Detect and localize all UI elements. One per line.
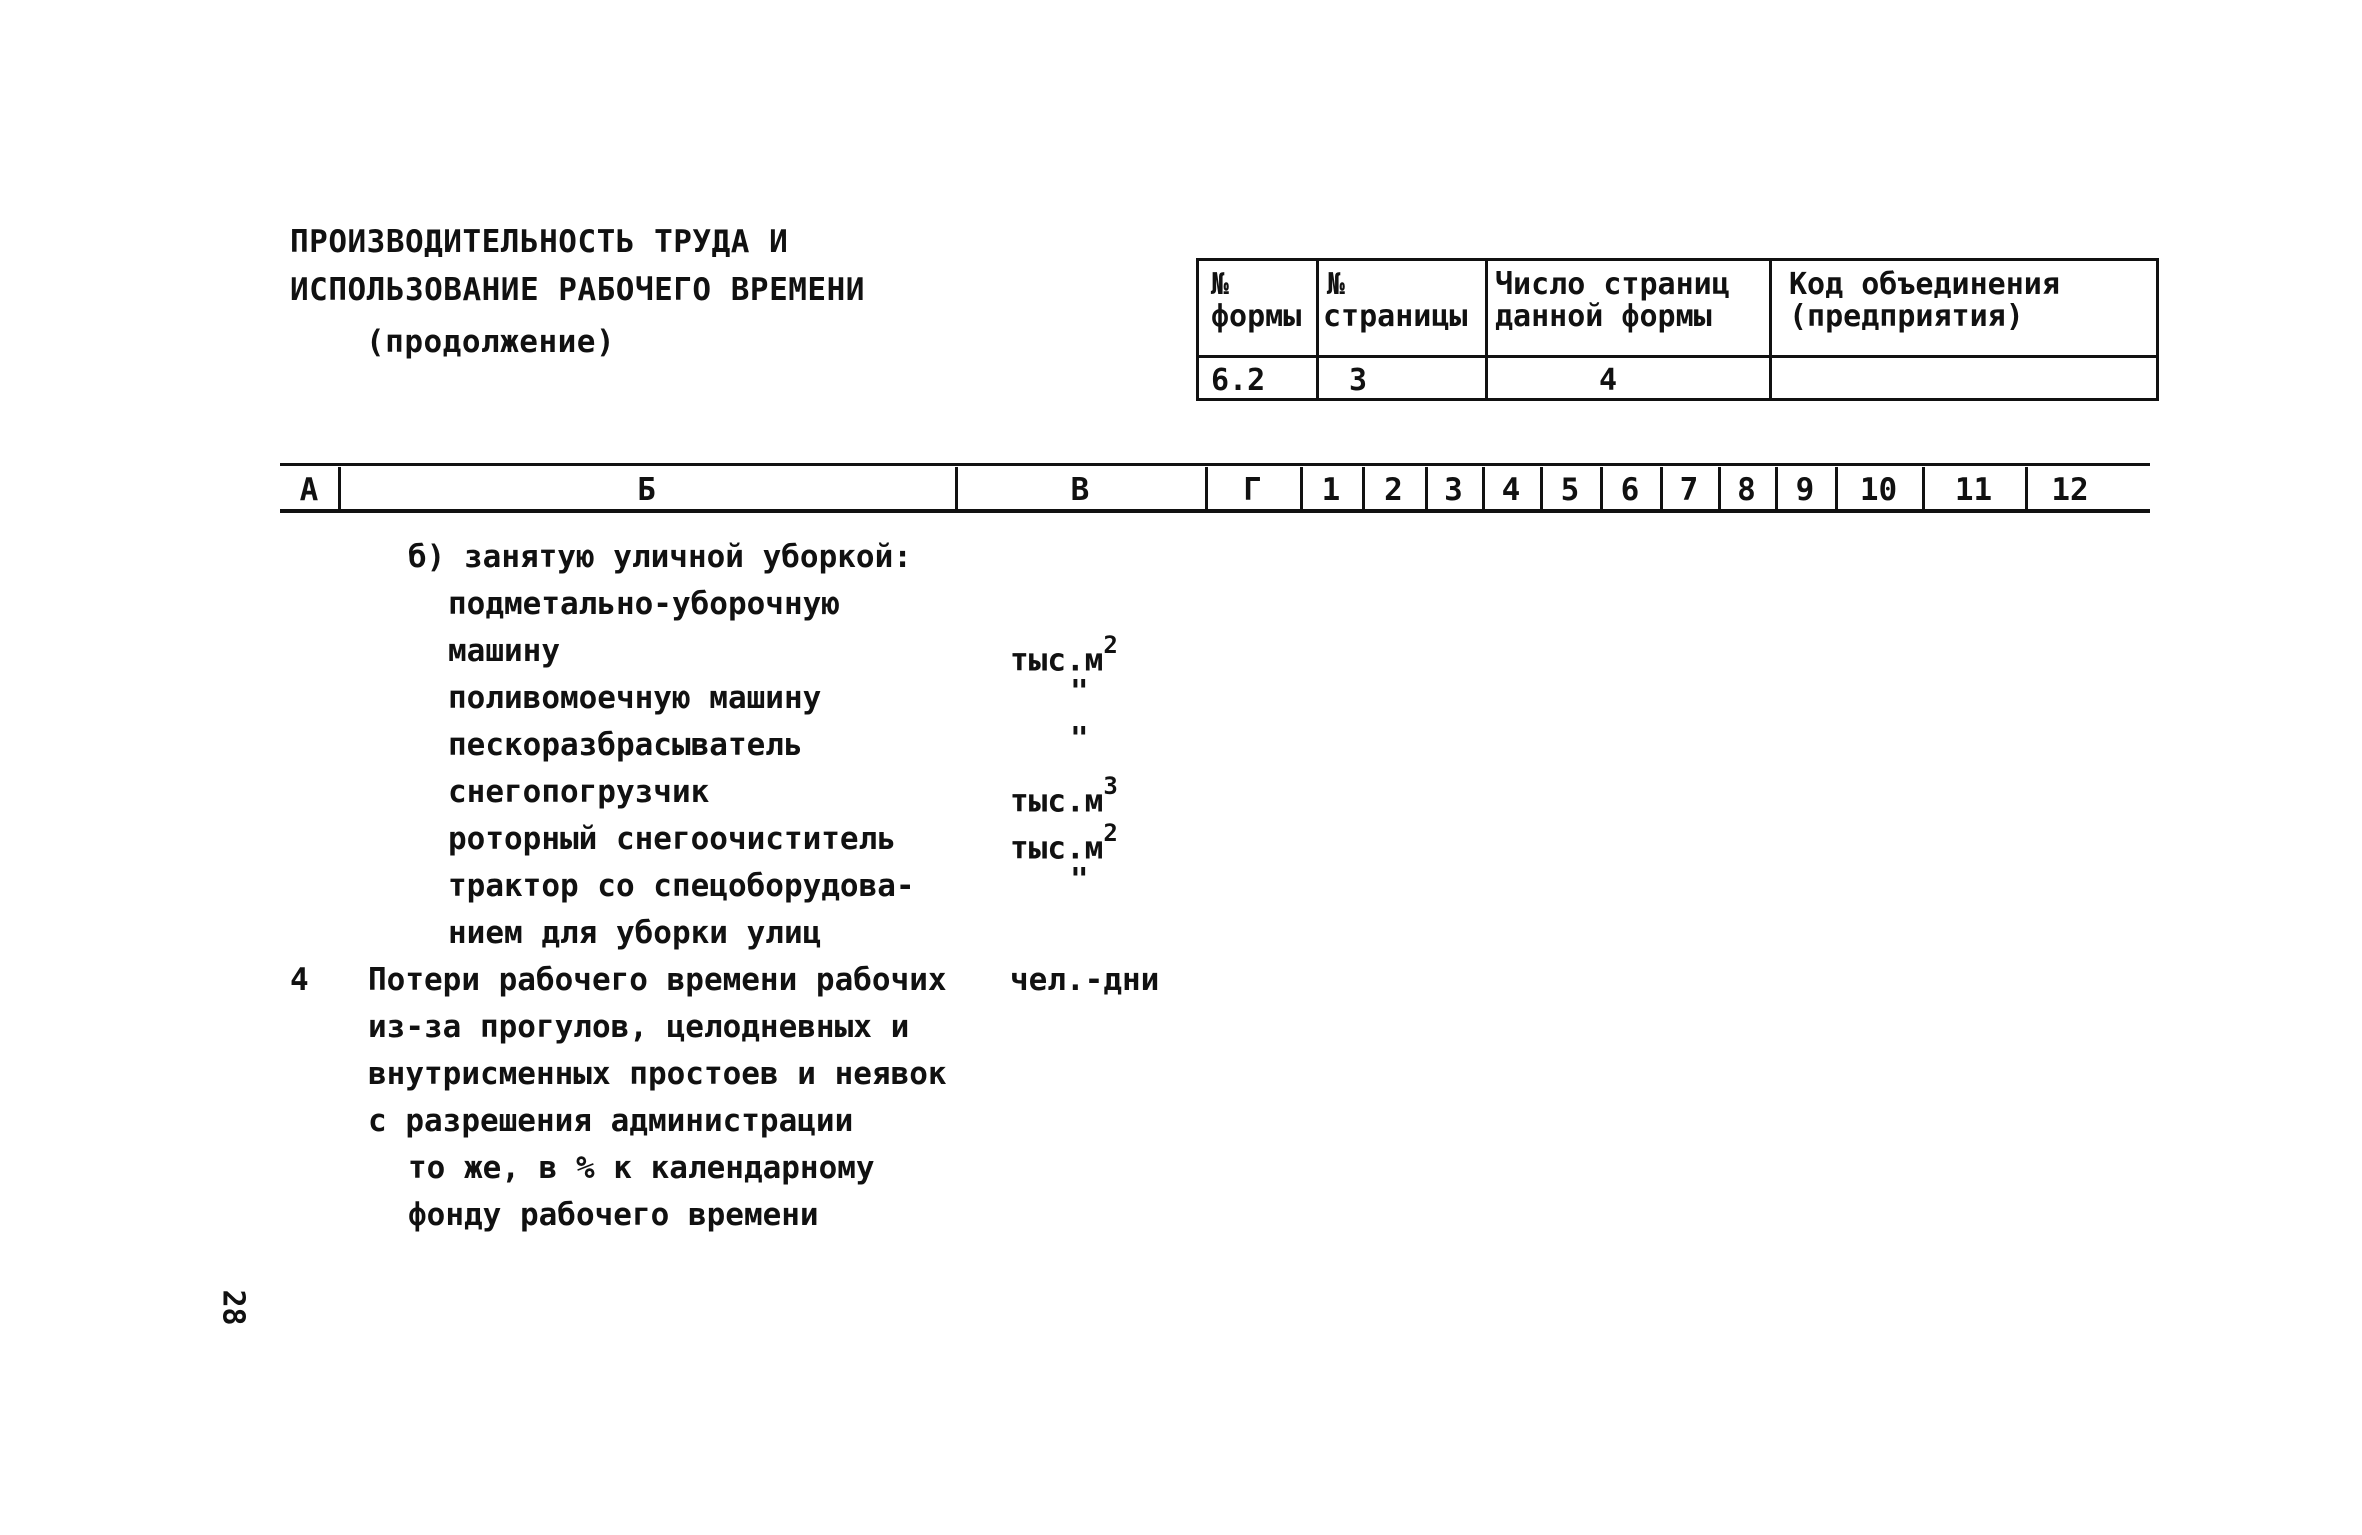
- subtitle: (продолжение): [366, 324, 616, 360]
- org-code-header-1: Код объединения: [1789, 267, 2060, 302]
- column-header-b: Б: [637, 472, 656, 508]
- row-text: машину: [448, 633, 560, 669]
- column-header-top-rule: [280, 463, 2150, 466]
- row-text: поливомоечную машину: [448, 680, 822, 716]
- row-text: с разрешения администрации: [368, 1103, 854, 1139]
- page-count-header-1: Число страниц: [1495, 267, 1730, 302]
- page-number-header-1: №: [1327, 267, 1346, 302]
- row-unit: чел.-дни: [1010, 962, 1160, 998]
- column-header-8: 8: [1737, 472, 1756, 508]
- column-header-11: 11: [1954, 472, 1993, 508]
- row-unit: $тыс.м^2$: [1010, 819, 1118, 867]
- row-text: внутрисменных простоев и неявок: [368, 1056, 947, 1092]
- column-header-bottom-rule: [280, 509, 2150, 513]
- row-unit: $тыс.м^3$: [1010, 772, 1118, 820]
- row-text: трактор со спецоборудова-: [448, 868, 915, 904]
- column-header-3: 3: [1444, 472, 1463, 508]
- column-header-7: 7: [1679, 472, 1699, 508]
- page-number-value: 3: [1349, 363, 1368, 398]
- title-line-1: ПРОИЗВОДИТЕЛЬНОСТЬ ТРУДА И: [290, 224, 789, 260]
- form-number-value: 6.2: [1211, 363, 1266, 398]
- org-code-header-2: (предприятия): [1789, 299, 2024, 334]
- row-unit: ": [1070, 674, 1089, 710]
- column-header-9: 9: [1795, 472, 1815, 508]
- row-text: роторный снегоочиститель: [448, 821, 896, 857]
- row-text: нием для уборки улиц: [448, 915, 822, 951]
- form-info-box: [1196, 258, 2159, 401]
- column-header-12: 12: [2051, 472, 2089, 508]
- row-text: б) занятую уличной уборкой:: [408, 539, 912, 575]
- row-unit: $тыс.м^2$: [1010, 631, 1118, 679]
- row-text: снегопогрузчик: [448, 774, 710, 810]
- column-header-g: Г: [1243, 472, 1262, 508]
- row-text: Потери рабочего времени рабочих: [368, 962, 947, 998]
- page-number: 28: [215, 1289, 251, 1326]
- row-unit: ": [1070, 721, 1089, 757]
- row-text: фонду рабочего времени: [408, 1197, 819, 1233]
- column-header-1: 1: [1321, 472, 1341, 508]
- column-header-10: 10: [1859, 472, 1898, 508]
- row-number: 4: [290, 962, 309, 998]
- column-header-v: В: [1070, 472, 1090, 508]
- column-header-4: 4: [1501, 472, 1521, 508]
- page-count-value: 4: [1599, 363, 1618, 398]
- row-text: то же, в % к календарному: [408, 1150, 875, 1186]
- column-header-6: 6: [1620, 472, 1640, 508]
- row-text: подметально-уборочную: [448, 586, 840, 622]
- form-number-header-2: формы: [1211, 299, 1302, 334]
- page-number-header-2: страницы: [1323, 299, 1468, 334]
- title-line-2: ИСПОЛЬЗОВАНИЕ РАБОЧЕГО ВРЕМЕНИ: [290, 272, 865, 308]
- form-number-header-1: №: [1211, 267, 1230, 302]
- row-text: пескоразбрасыватель: [448, 727, 803, 763]
- row-text: из-за прогулов, целодневных и: [368, 1009, 910, 1045]
- column-header-a: А: [299, 472, 319, 508]
- row-unit: ": [1070, 862, 1089, 898]
- column-header-5: 5: [1560, 472, 1580, 508]
- column-header-2: 2: [1384, 472, 1403, 508]
- page-count-header-2: данной формы: [1495, 299, 1712, 334]
